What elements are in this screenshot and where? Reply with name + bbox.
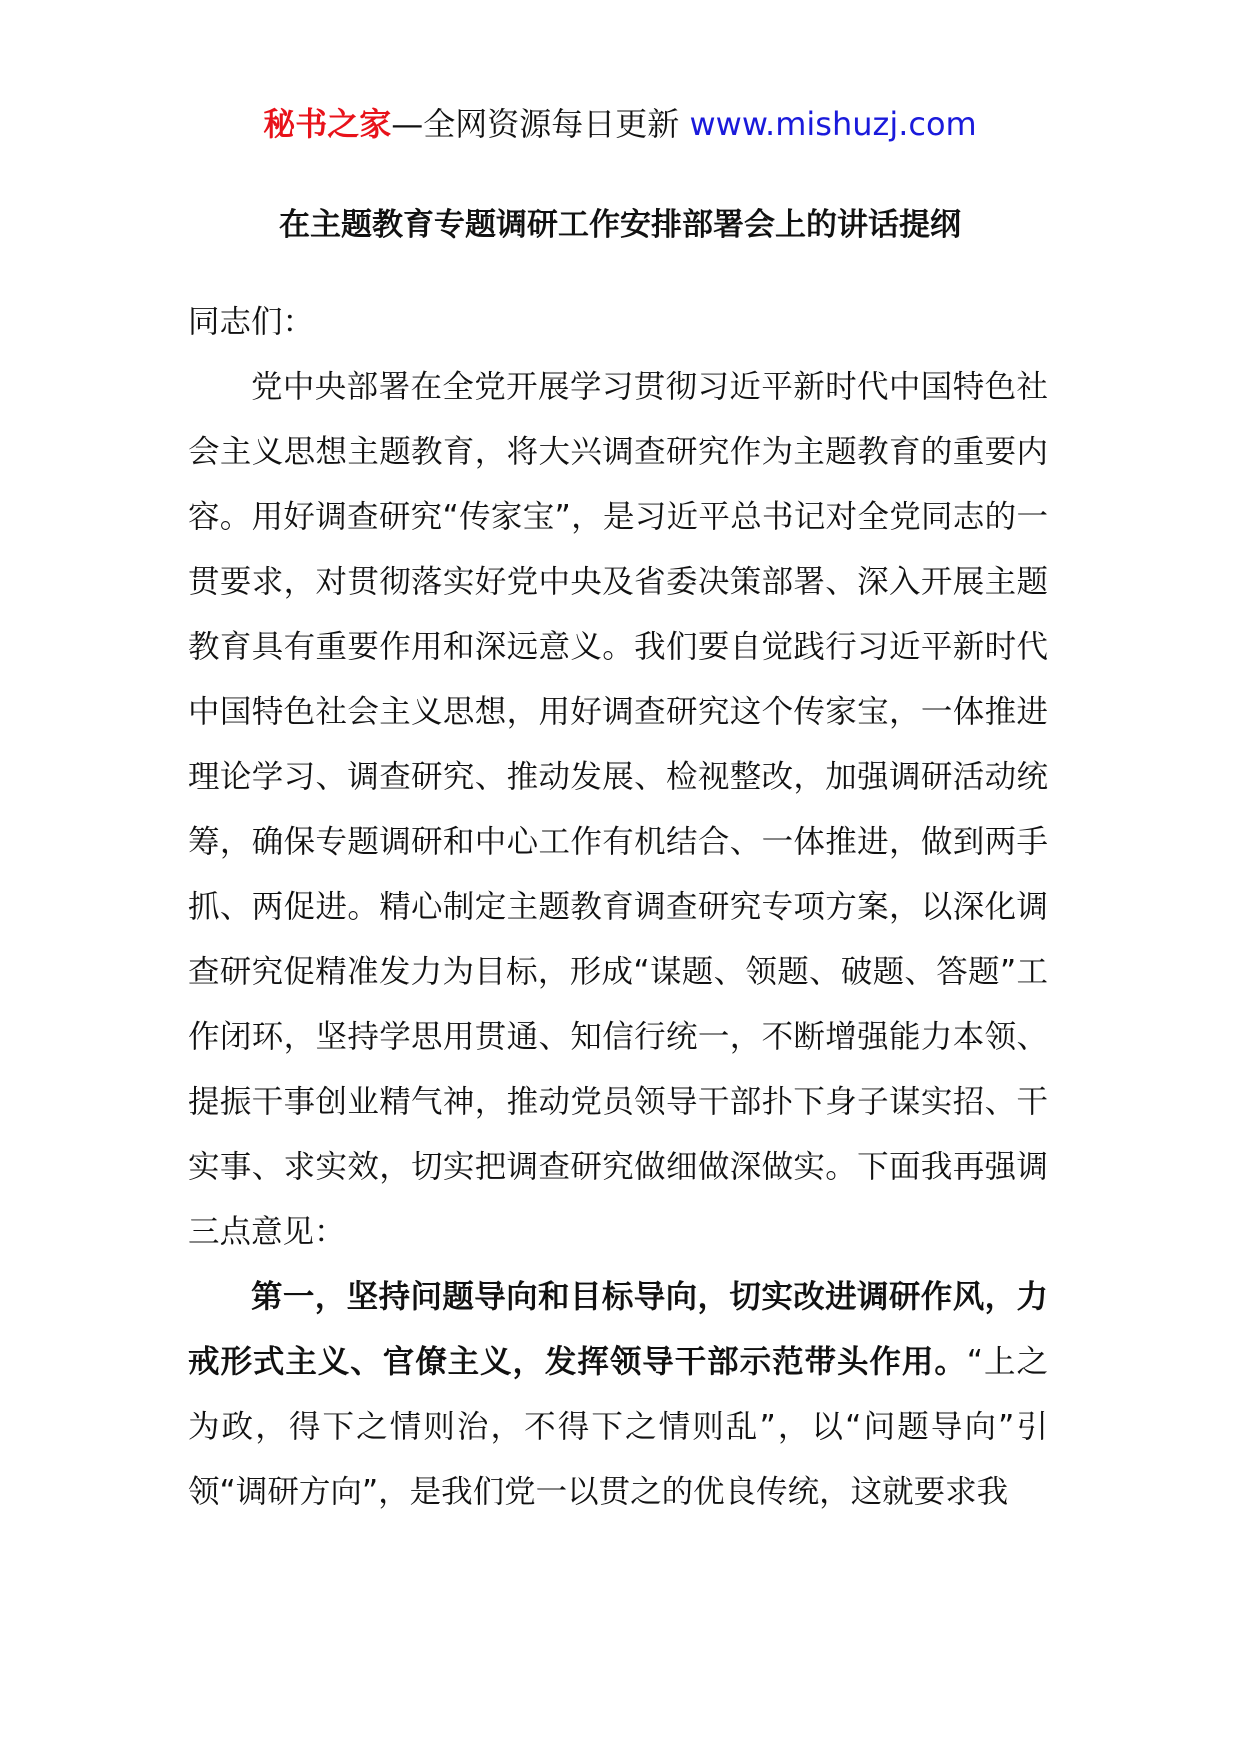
header-slogan: —全网资源每日更新 [391,105,690,143]
point-one-heading: 第一，坚持问题导向和目标导向，切实改进调研作风，力戒形式主义、官僚主义，发挥领导干部示范带头作用。 [188,1279,1048,1380]
paragraph-intro: 党中央部署在全党开展学习贯彻习近平新时代中国特色社会主义思想主题教育，将大兴调查研究作为主题教育的重要内容。用好调查研究“传家宝”，是习近平总书记对全党同志的一贯要求，对贯彻落实好党中央及省委决策部署、深入开展主题教育具有重要作用和深远意义。我们要自觉践行习近平新时代中国特色社会主义思想，用好调查研究这个传家宝，一体推进理论学习、调查研究、推动发展、检视整改，加强调研活动统筹，确保专题调研和中心工作有机结合、一体推进，做到两手抓、两促进。精心制定主题教育调查研究专项方案，以深化调查研究促精准发力为目标，形成“谋题、领题、破题、答题”工作闭环，坚持学思用贯通、知信行统一，不断增强能力本领、提振干事创业精气神，推动党员领导干部扑下身子谋实招、干实事、求实效，切实把调查研究做细做深做实。下面我再强调三点意见： [188,369,1048,1250]
site-url-link[interactable]: www.mishuzj.com [689,105,977,143]
salutation: 同志们： [188,304,315,340]
document-title: 在主题教育专题调研工作安排部署会上的讲话提纲 [279,207,961,243]
document-body [188,290,1048,1525]
point-one-text: “上之为政，得下之情则治，不得下之情则乱”，以“问题导向”引领“调研方向”，是我们党一以贯之的优良传统，这就要求我 [188,1344,1048,1510]
brand-name: 秘书之家 [263,105,392,143]
paragraph-point-one [188,1265,1048,1525]
site-header [0,98,1240,150]
